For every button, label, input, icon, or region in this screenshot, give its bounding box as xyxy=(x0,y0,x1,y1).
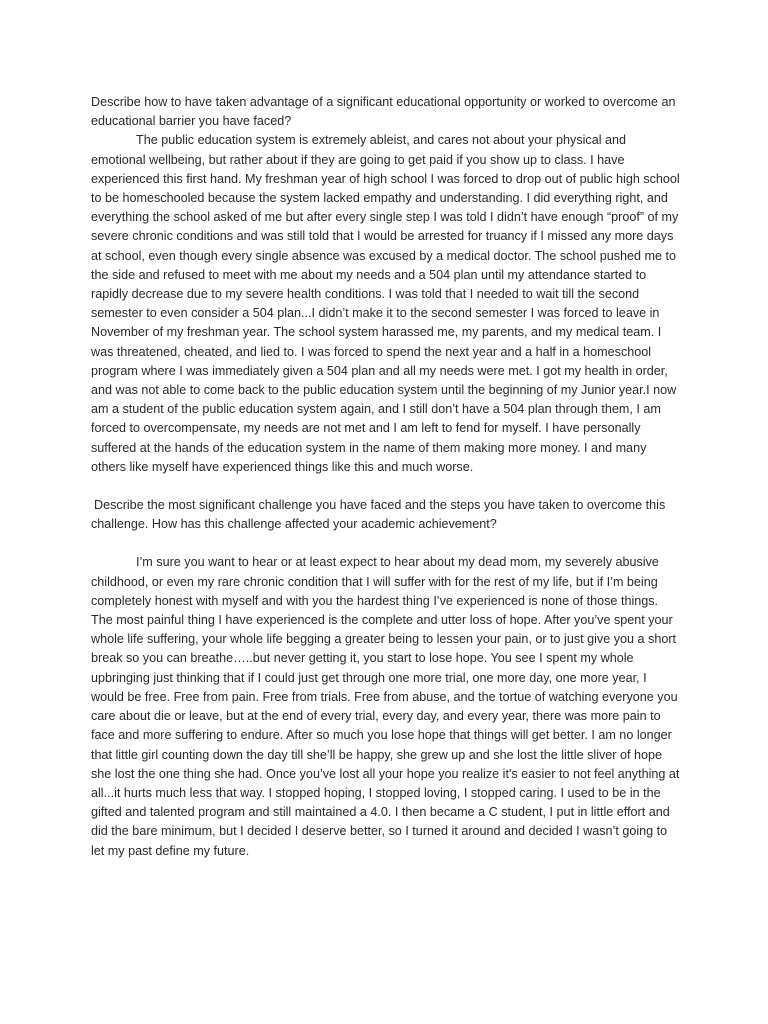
essay-answer-1: The public education system is extremely ableist, and cares not about your physical and emotional wellbeing, but rather about if they are going to get paid if you show up to class. I have experienced this first hand. My freshman year of high school I was forced to drop out of public high school to be homeschooled because the system lacked empathy and understanding. I did everything right, and everything the school asked of me but after every single step I was told I didn’t have enough “proof” of my severe chronic conditions and was still told that I would be arrested for truancy if I missed any more days at school, even though every single absence was excused by a medical doctor. The school pushed me to the side and refused to meet with me about my needs and a 504 plan until my attendance started to rapidly decrease due to my severe health conditions. I was told that I needed to wait till the second semester to even consider a 504 plan...I didn’t make it to the second semester I was forced to leave in November of my freshman year. The school system harassed me, my parents, and my medical team. I was threatened, cheated, and lied to. I was forced to spend the next year and a half in a homeschool program where I was immediately given a 504 plan and all my needs were met. I got my health in order, and was not able to come back to the public education system until the beginning of my Junior year.I now am a student of the public education system again, and I still don’t have a 504 plan through them, I am forced to overcompensate, my needs are not met and I am left to fend for myself. I have personally suffered at the hands of the education system in the name of them making more money. I and many others like myself have experienced things like this and much worse. xyxy=(91,133,680,474)
essay-answer-2: I’m sure you want to hear or at least expect to hear about my dead mom, my severely abusive childhood, or even my rare chronic condition that I will suffer with for the rest of my life, but if I’m being completely honest with myself and with you the hardest thing I’ve experienced is none of those things. The most painful thing I have experienced is the complete and utter loss of hope. After you’ve spent your whole life suffering, your whole life begging a greater being to lessen your pain, or to just give you a short break so you can breathe…..but never getting it, you start to lose hope. You see I spent my whole upbringing just thinking that if I could just get through one more trial, one more day, one more year, I would be free. Free from pain. Free from trials. Free from abuse, and the tortue of watching everyone you care about die or leave, but at the end of every trial, every day, and every year, there was more pain to face and more suffering to endure. After so much you lose hope that things will get better. I am no longer that little girl counting down the day till she’ll be happy, she grew up and she lost the little sliver of hope she lost the one thing she had. Once you’ve lost all your hope you realize it's easier to not feel anything at all...it hurts much less that way. I stopped hoping, I stopped loving, I stopped caring. I used to be in the gifted and talented program and still maintained a 4.0. I then became a C student, I put in little effort and did the bare minimum, but I decided I deserve better, so I turned it around and decided I wasn’t going to let my past define my future. xyxy=(91,555,680,858)
essay-question-2: Describe the most significant challenge you have faced and the steps you have taken to overcome this challenge. How has this challenge affected your academic achievement? xyxy=(91,498,666,532)
essay-body xyxy=(91,93,681,861)
essay-question-1: Describe how to have taken advantage of a significant educational opportunity or worked to overcome an educational barrier you have faced? xyxy=(91,95,676,129)
